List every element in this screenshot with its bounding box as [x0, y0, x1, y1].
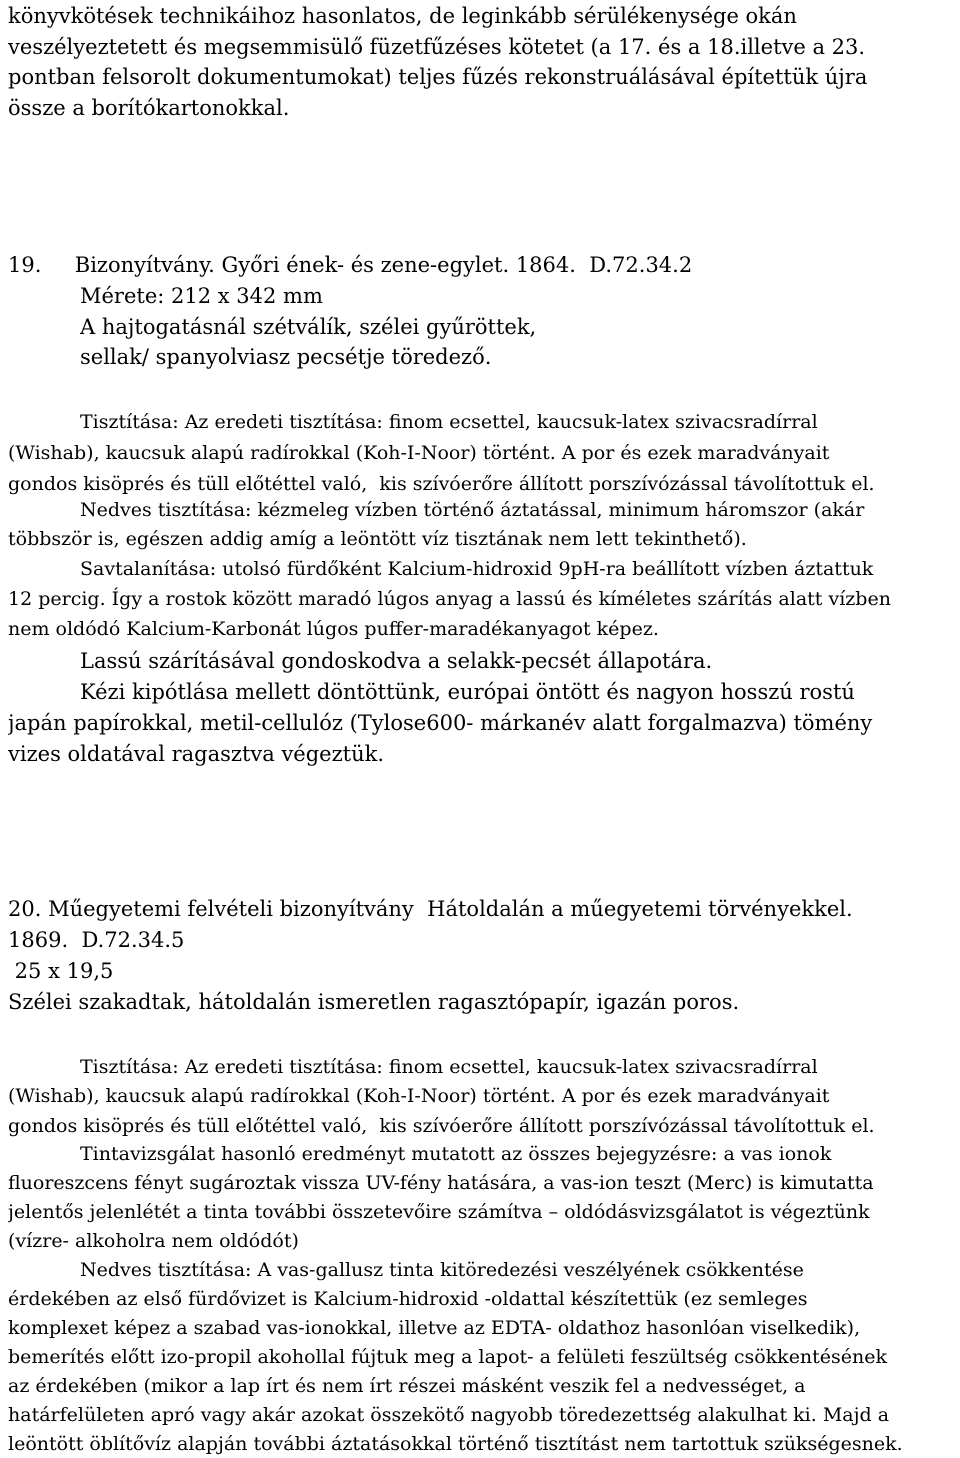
item-20-body-10: komplexet képez a szabad vas-ionokkal, illetve az EDTA- oldathoz hasonlóan viselkedik), — [8, 1317, 861, 1339]
item-19-title: 19. Bizonyítvány. Győri ének- és zene-egylet. 1864. D.72.34.2 — [8, 253, 693, 277]
item-19-body-10: Kézi kipótlása mellett döntöttünk, európai öntött és nagyon hosszú rostú — [80, 680, 855, 704]
item-19-body-6: Savtalanítása: utolsó fürdőként Kalcium-hidroxid 9pH-ra beállított vízben áztattuk — [80, 558, 874, 580]
item-20-meta: 1869. D.72.34.5 — [8, 928, 185, 952]
item-20-body-6: jelentős jelenlétét a tinta további összetevőire számítva – oldódásvizsgálatot is végeztünk — [8, 1201, 870, 1223]
item-20-body-4: Tintavizsgálat hasonló eredményt mutatott az összes bejegyzésre: a vas ionok — [80, 1143, 832, 1165]
item-20-body-11: bemerítés előtt izo-propil akohollal fújtuk meg a lapot- a felületi feszültség csökkentésének — [8, 1346, 888, 1368]
item-19-body-2: (Wishab), kaucsuk alapú radírokkal (Koh-I-Noor) történt. A por és ezek maradványait — [8, 442, 830, 464]
item-19-body-9: Lassú szárításával gondoskodva a selakk-pecsét állapotára. — [80, 649, 713, 673]
item-20-body-9: érdekében az első fürdővizet is Kalcium-hidroxid -oldattal készítettük (ez semleges — [8, 1288, 808, 1310]
item-20-body-8: Nedves tisztítása: A vas-gallusz tinta kitöredezési veszélyének csökkentése — [80, 1259, 804, 1281]
item-20-body-13: határfelületen apró vagy akár azokat összekötő nagyobb töredezettség alakulhat ki. Majd a — [8, 1404, 890, 1426]
item-19-body-11: japán papírokkal, metil-cellulóz (Tylose600- márkanév alatt forgalmazva) tömény — [8, 711, 873, 735]
intro-line-4: össze a borítókartonokkal. — [8, 96, 290, 120]
item-19-body-7: 12 percig. Így a rostok között maradó lúgos anyag a lassú és kíméletes szárítás alatt vízben — [8, 588, 891, 610]
item-19-body-3: gondos kisöprés és tüll előtéttel való, kis szívóerőre állított porszívózással távolítottuk el. — [8, 473, 875, 495]
item-20-body-1: Tisztítása: Az eredeti tisztítása: finom ecsettel, kaucsuk-latex szivacsradírral — [80, 1056, 818, 1078]
item-20-body-14: leöntött öblítővíz alapján további áztatásokkal történő tisztítást nem tartottuk szükségesnek. — [8, 1433, 903, 1455]
item-20-body-3: gondos kisöprés és tüll előtéttel való, kis szívóerőre állított porszívózással távolítottuk el. — [8, 1115, 875, 1137]
item-20-size: 25 x 19,5 — [8, 959, 114, 983]
item-19-body-1: Tisztítása: Az eredeti tisztítása: finom ecsettel, kaucsuk-latex szivacsradírral — [80, 411, 818, 433]
intro-line-3: pontban felsorolt dokumentumokat) teljes fűzés rekonstruálásával építettük újra — [8, 65, 868, 89]
item-19-body-12: vizes oldatával ragasztva végeztük. — [8, 742, 385, 766]
item-20-body-7: (vízre- alkoholra nem oldódót) — [8, 1230, 299, 1252]
item-19-body-5: többször is, egészen addig amíg a leöntött víz tisztának nem lett tekinthető). — [8, 528, 747, 550]
item-20-body-12: az érdekében (mikor a lap írt és nem írt részei másként veszik fel a nedvességet, a — [8, 1375, 806, 1397]
item-20-title: 20. Műegyetemi felvételi bizonyítvány Hátoldalán a műegyetemi törvényekkel. — [8, 897, 853, 921]
item-20-condition: Szélei szakadtak, hátoldalán ismeretlen ragasztópapír, igazán poros. — [8, 990, 740, 1014]
item-19-condition-1: A hajtogatásnál szétválík, szélei gyűröttek, — [80, 315, 537, 339]
item-19-body-4: Nedves tisztítása: kézmeleg vízben történő áztatással, minimum háromszor (akár — [80, 499, 865, 521]
item-19-size: Mérete: 212 x 342 mm — [80, 284, 323, 308]
intro-line-2: veszélyeztetett és megsemmisülő füzetfűzéses kötetet (a 17. és a 18.illetve a 23. — [8, 35, 866, 59]
item-20-body-5: fluoreszcens fényt sugároztak vissza UV-fény hatására, a vas-ion teszt (Merc) is kimutatta — [8, 1172, 874, 1194]
item-19-body-8: nem oldódó Kalcium-Karbonát lúgos puffer-maradékanyagot képez. — [8, 618, 659, 640]
intro-line-1: könyvkötések technikáihoz hasonlatos, de leginkább sérülékenysége okán — [8, 4, 797, 28]
item-20-body-2: (Wishab), kaucsuk alapú radírokkal (Koh-I-Noor) történt. A por és ezek maradványait — [8, 1085, 830, 1107]
item-19-condition-2: sellak/ spanyolviasz pecsétje töredező. — [80, 345, 492, 369]
